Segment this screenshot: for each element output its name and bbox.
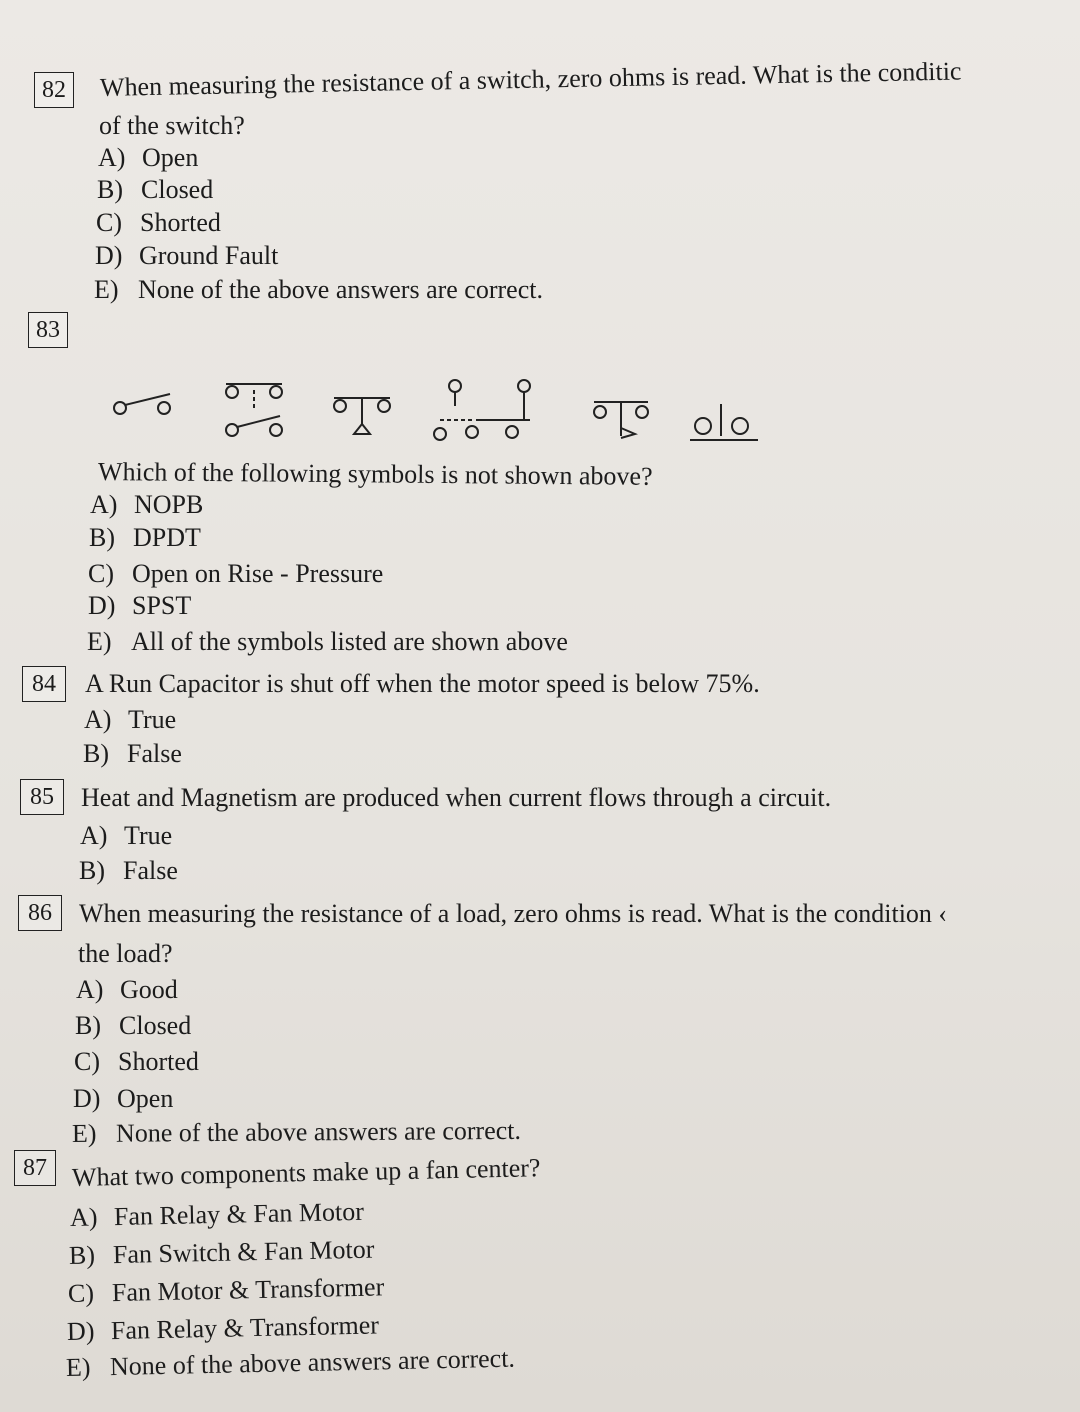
- pressure-switch-symbol: [334, 398, 390, 434]
- option-e: E) All of the symbols listed are shown above: [87, 627, 568, 656]
- spst-open-symbol: [114, 394, 170, 414]
- option-c: C) Open on Rise - Pressure: [88, 559, 384, 588]
- option-e: E) None of the above answers are correct.: [65, 1343, 516, 1382]
- question-number: 84: [22, 666, 66, 702]
- option-a: A) Fan Relay & Fan Motor: [69, 1196, 365, 1232]
- option-b: B) Fan Switch & Fan Motor: [68, 1234, 375, 1270]
- option-d: D) SPST: [88, 591, 192, 620]
- pushbutton-symbol: [434, 380, 530, 440]
- option-d: D) Open: [73, 1084, 174, 1113]
- closed-contact-symbol: [690, 404, 758, 440]
- dpdt-symbol: [226, 384, 282, 436]
- question-number: 83: [28, 312, 68, 348]
- option-a: A) True: [80, 821, 173, 850]
- option-b: B) Closed: [97, 175, 214, 204]
- option-b: B) DPDT: [89, 523, 201, 552]
- option-a: A) NOPB: [90, 490, 204, 519]
- question-text: What two components make up a fan center?: [71, 1153, 541, 1192]
- question-text: When measuring the resistance of a switch, zero ohms is read. What is the conditic: [99, 56, 962, 102]
- option-e: E) None of the above answers are correct.: [94, 275, 543, 304]
- option-c: C) Fan Motor & Transformer: [67, 1272, 385, 1308]
- option-a: A) Open: [98, 143, 199, 172]
- option-c: C) Shorted: [96, 208, 221, 237]
- question-text: Heat and Magnetism are produced when current flows through a circuit.: [81, 783, 832, 812]
- option-e: E) None of the above answers are correct.: [71, 1115, 522, 1148]
- option-b: B) Closed: [75, 1011, 192, 1040]
- question-text-continued: the load?: [78, 939, 173, 968]
- option-d: D) Fan Relay & Transformer: [66, 1310, 380, 1346]
- option-b: B) False: [83, 739, 182, 768]
- question-text: When measuring the resistance of a load, zero ohms is read. What is the condition ‹: [79, 899, 948, 928]
- option-c: C) Shorted: [74, 1047, 199, 1076]
- question-text: A Run Capacitor is shut off when the motor speed is below 75%.: [85, 669, 760, 698]
- question-number: 82: [34, 72, 74, 108]
- option-a: A) True: [84, 705, 177, 734]
- question-text-continued: of the switch?: [99, 111, 245, 140]
- option-d: D) Ground Fault: [95, 241, 279, 270]
- question-number: 85: [20, 779, 64, 815]
- option-a: A) Good: [76, 975, 178, 1004]
- question-number: 86: [18, 895, 62, 931]
- question-text: Which of the following symbols is not shown above?: [97, 457, 653, 491]
- question-number: 87: [14, 1150, 56, 1186]
- option-b: B) False: [79, 856, 178, 885]
- switch-symbols-figure: [100, 372, 780, 452]
- temperature-switch-symbol: [594, 402, 648, 438]
